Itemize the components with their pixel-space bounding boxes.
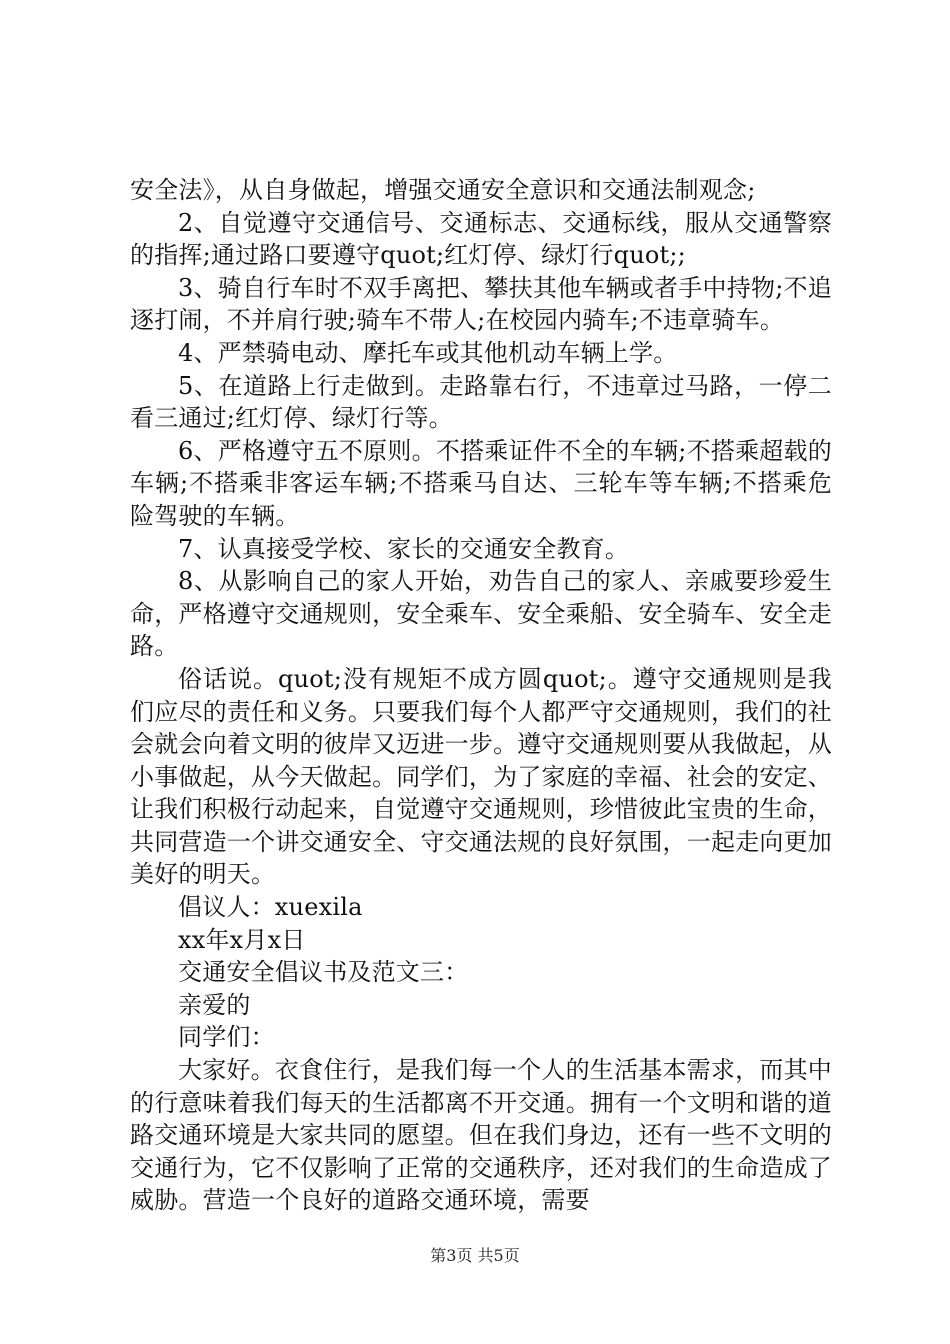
- paragraph-2: 2、自觉遵守交通信号、交通标志、交通标线，服从交通警察的指挥;通过路口要遵守quot;红灯停、绿灯行quot;;: [130, 208, 832, 270]
- signature-line: 倡议人：xuexila: [178, 893, 363, 922]
- document-body: [130, 174, 832, 1217]
- salutation-line-2: 同学们：: [178, 1023, 275, 1052]
- paragraph-5: 5、在道路上行走做到。走路靠右行，不违章过马路，一停二看三通过;红灯停、绿灯行等。: [130, 371, 832, 433]
- paragraph-1: 安全法》，从自身做起，增强交通安全意识和交通法制观念;: [130, 176, 756, 204]
- salutation-line-1: 亲爱的: [178, 990, 251, 1019]
- paragraph-8: 8、从影响自己的家人开始，劝告自己的家人、亲戚要珍爱生命，严格遵守交通规则，安全乘车、安全乘船、安全骑车、安全走路。: [130, 567, 832, 661]
- paragraph-9: 俗话说。quot;没有规矩不成方圆quot;。遵守交通规则是我们应尽的责任和义务。只要我们每个人都严守交通规则，我们的社会就会向着文明的彼岸又迈进一步。遵守交通规则要从我做起，从小事做起，从今天做起。同学们，为了家庭的幸福、社会的安定、让我们积极行动起来，自觉遵守交通规则，珍惜彼此宝贵的生命，共同营造一个讲交通安全、守交通法规的良好氛围，一起走向更加美好的明天。: [130, 664, 832, 889]
- paragraph-6: 6、严格遵守五不原则。不搭乘证件不全的车辆;不搭乘超载的车辆;不搭乘非客运车辆;不搭乘马自达、三轮车等车辆;不搭乘危险驾驶的车辆。: [130, 436, 832, 530]
- date-line: xx年x月x日: [178, 925, 306, 954]
- page-footer: [0, 1243, 950, 1266]
- section-heading: 交通安全倡议书及范文三：: [178, 958, 469, 987]
- paragraph-15: 大家好。衣食住行，是我们每一个人的生活基本需求，而其中的行意味着我们每天的生活都离不开交通。拥有一个文明和谐的道路交通环境是大家共同的愿望。但在我们身边，还有一些不文明的交通行为，它不仅影响了正常的交通秩序，还对我们的生命造成了威胁。营造一个良好的道路交通环境，需要: [130, 1056, 832, 1215]
- paragraph-4: 4、严禁骑电动、摩托车或其他机动车辆上学。: [178, 338, 678, 367]
- page-number-label: 第3页 共5页: [430, 1246, 520, 1265]
- paragraph-3: 3、骑自行车时不双手离把、攀扶其他车辆或者手中持物;不追逐打闹，不并肩行驶;骑车不带人;在校园内骑车;不违章骑车。: [130, 273, 832, 335]
- paragraph-7: 7、认真接受学校、家长的交通安全教育。: [178, 534, 630, 563]
